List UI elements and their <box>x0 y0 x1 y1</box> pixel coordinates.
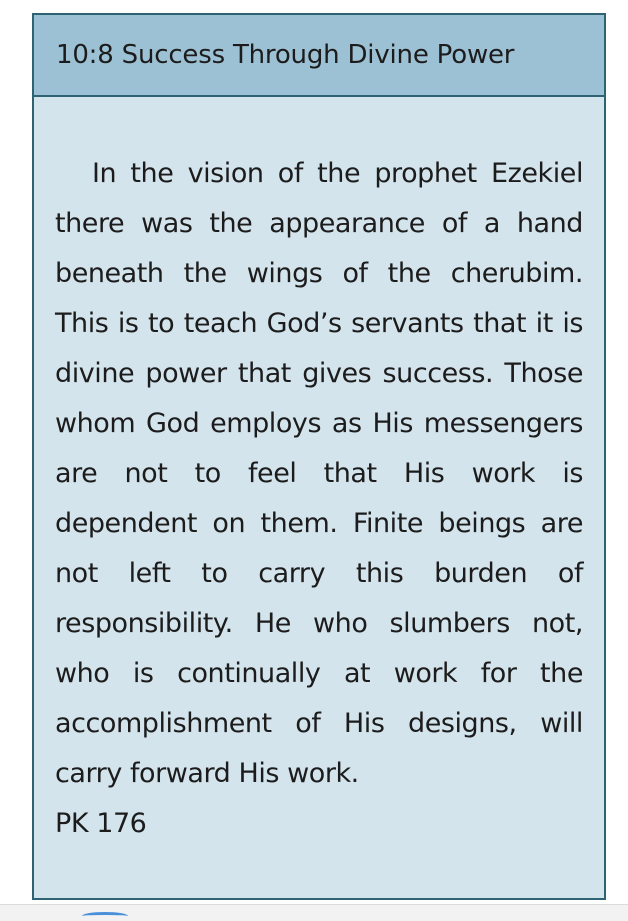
reading-card <box>32 13 606 900</box>
card-reference: PK 176 <box>55 808 147 839</box>
card-body <box>34 97 604 849</box>
card-body-text: In the vision of the prophet Ezekiel there was the appearance of a hand beneath the wings of the cherubim. This is to teach God’s servants that it is divine power that gives success. Those whom God employs as His messengers are not to feel that His work is dependent on them. Finite beings are not left to carry this burden of responsibility. He who slumbers not, who is continually at work for the accomplishment of His designs, will carry forward His work. <box>55 158 583 789</box>
card-title: 10:8 Success Through Divine Power <box>56 40 515 70</box>
card-paragraph <box>55 149 583 849</box>
bottom-arc-icon <box>82 912 128 920</box>
card-header <box>34 15 604 97</box>
